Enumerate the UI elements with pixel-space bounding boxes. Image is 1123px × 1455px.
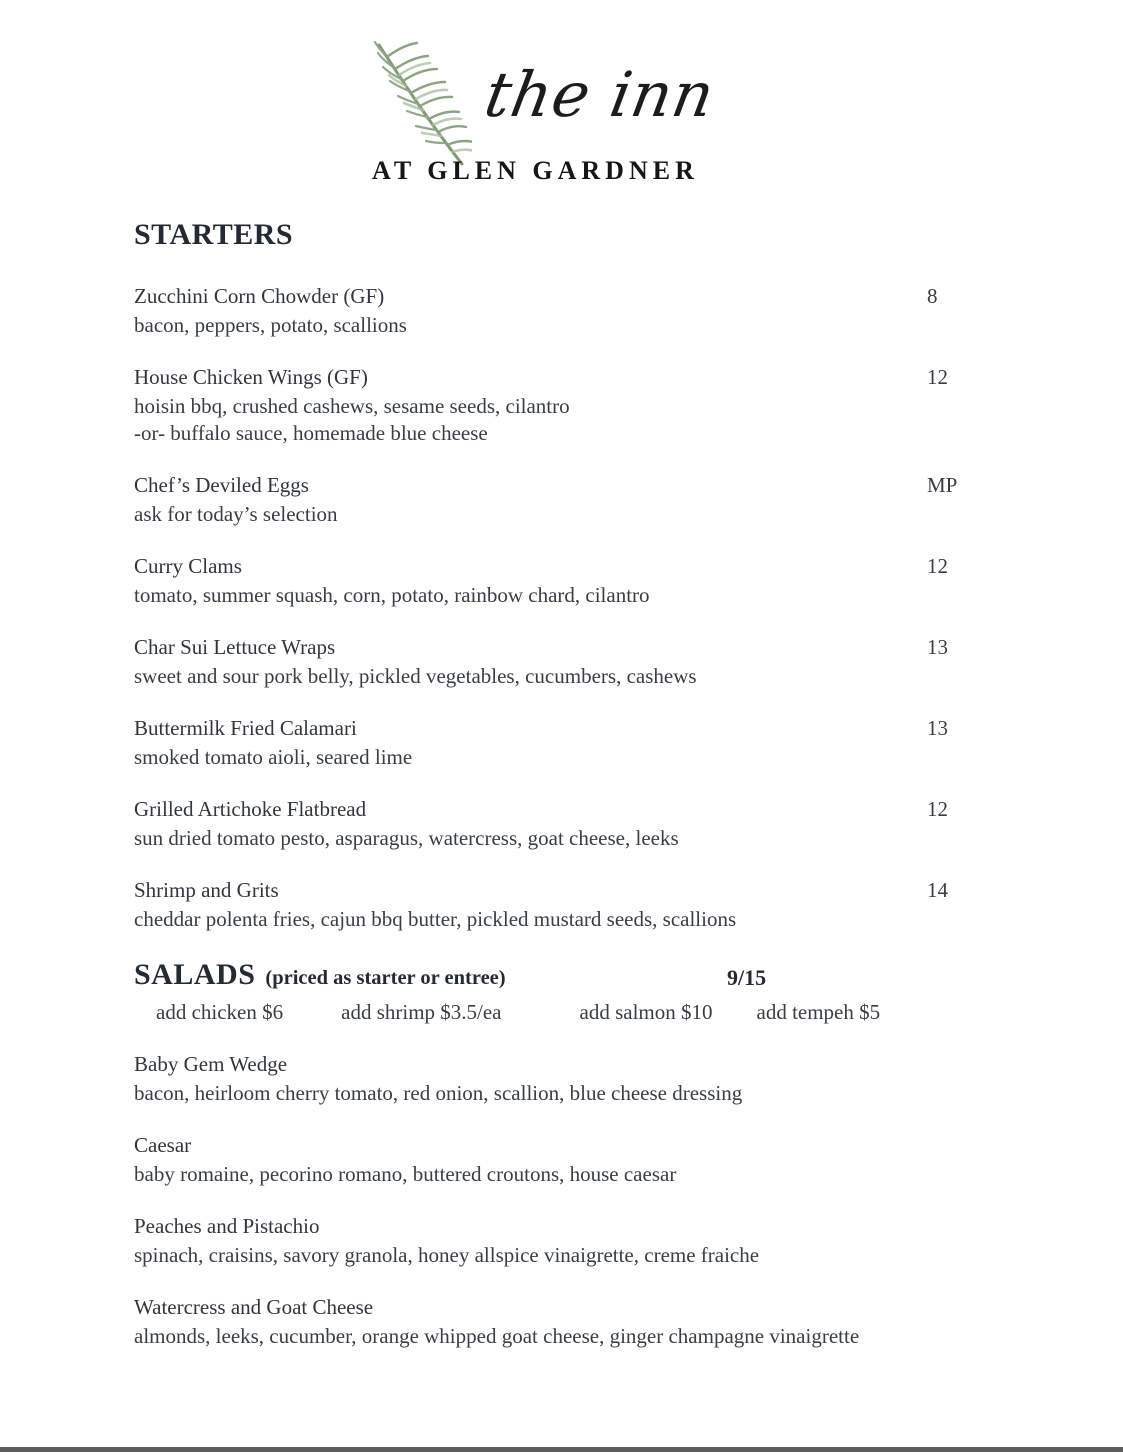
item-description: bacon, heirloom cherry tomato, red onion, scallion, blue cheese dressing xyxy=(134,1081,743,1105)
item-price: 12 xyxy=(927,797,948,821)
item-name: Caesar xyxy=(134,1133,192,1157)
item-price: 12 xyxy=(927,365,948,389)
menu-item-baby-gem-wedge xyxy=(134,1051,994,1107)
salads-pricing-note: (priced as starter or entree) xyxy=(265,967,506,989)
item-description: sun dried tomato pesto, asparagus, watercress, goat cheese, leeks xyxy=(134,826,679,850)
menu-item-buttermilk-fried-calamari xyxy=(134,715,994,771)
salads-price: 9/15 xyxy=(727,965,767,990)
item-description: -or- buffalo sauce, homemade blue cheese xyxy=(134,421,488,445)
item-name: Peaches and Pistachio xyxy=(134,1214,320,1238)
section-title-starters: STARTERS xyxy=(134,218,294,251)
menu-item-caesar xyxy=(134,1132,994,1188)
item-price: 13 xyxy=(927,716,948,740)
item-description: sweet and sour pork belly, pickled vegetables, cucumbers, cashews xyxy=(134,664,697,688)
item-description: baby romaine, pecorino romano, buttered croutons, house caesar xyxy=(134,1162,677,1186)
item-description: spinach, craisins, savory granola, honey allspice vinaigrette, creme fraiche xyxy=(134,1243,760,1267)
addon-chicken: add chicken $6 xyxy=(156,1000,284,1024)
logo-script-name: the inn xyxy=(479,58,721,131)
logo-subtitle: AT GLEN GARDNER xyxy=(372,156,699,185)
item-description: cheddar polenta fries, cajun bbq butter, pickled mustard seeds, scallions xyxy=(134,907,737,931)
item-description: smoked tomato aioli, seared lime xyxy=(134,745,413,769)
menu-item-chefs-deviled-eggs xyxy=(134,472,994,528)
item-name: Zucchini Corn Chowder (GF) xyxy=(134,284,385,308)
item-description: bacon, peppers, potato, scallions xyxy=(134,313,407,337)
addon-tempeh: add tempeh $5 xyxy=(756,1000,881,1024)
item-price: 14 xyxy=(927,878,948,902)
menu-item-peaches-and-pistachio xyxy=(134,1213,994,1269)
salads-header xyxy=(134,958,994,997)
rosemary-sprig-icon xyxy=(372,40,472,170)
restaurant-logo xyxy=(372,40,721,186)
item-description: tomato, summer squash, corn, potato, rainbow chard, cilantro xyxy=(134,583,650,607)
starters-header xyxy=(134,218,994,257)
item-description: ask for today’s selection xyxy=(134,502,338,526)
item-name: Curry Clams xyxy=(134,554,242,578)
item-description: almonds, leeks, cucumber, orange whipped goat cheese, ginger champagne vinaigrette xyxy=(134,1324,860,1348)
bottom-edge-bar xyxy=(0,1447,1123,1452)
item-name: Chef’s Deviled Eggs xyxy=(134,473,309,497)
menu-item-watercress-and-goat-cheese xyxy=(134,1294,994,1350)
menu-item-grilled-artichoke-flatbread xyxy=(134,796,994,852)
menu-item-house-chicken-wings xyxy=(134,364,994,447)
section-title-salads: SALADS xyxy=(134,958,256,991)
item-name: Grilled Artichoke Flatbread xyxy=(134,797,367,821)
item-price: 13 xyxy=(927,635,948,659)
item-name: Shrimp and Grits xyxy=(134,878,279,902)
item-price: 8 xyxy=(927,284,938,308)
menu-item-zucchini-corn-chowder xyxy=(134,283,994,339)
item-name: Buttermilk Fried Calamari xyxy=(134,716,357,740)
addon-shrimp: add shrimp $3.5/ea xyxy=(341,1000,502,1024)
menu-body xyxy=(134,218,994,1375)
menu-item-char-sui-lettuce-wraps xyxy=(134,634,994,690)
menu-item-curry-clams xyxy=(134,553,994,609)
item-description: hoisin bbq, crushed cashews, sesame seeds, cilantro xyxy=(134,394,570,418)
item-name: Char Sui Lettuce Wraps xyxy=(134,635,336,659)
menu-item-shrimp-and-grits xyxy=(134,877,994,933)
item-price: 12 xyxy=(927,554,948,578)
salad-addons-row xyxy=(134,999,994,1026)
item-name: Baby Gem Wedge xyxy=(134,1052,288,1076)
item-name: Watercress and Goat Cheese xyxy=(134,1295,374,1319)
item-price: MP xyxy=(927,473,958,497)
addon-salmon: add salmon $10 xyxy=(579,1000,713,1024)
item-name: House Chicken Wings (GF) xyxy=(134,365,368,389)
